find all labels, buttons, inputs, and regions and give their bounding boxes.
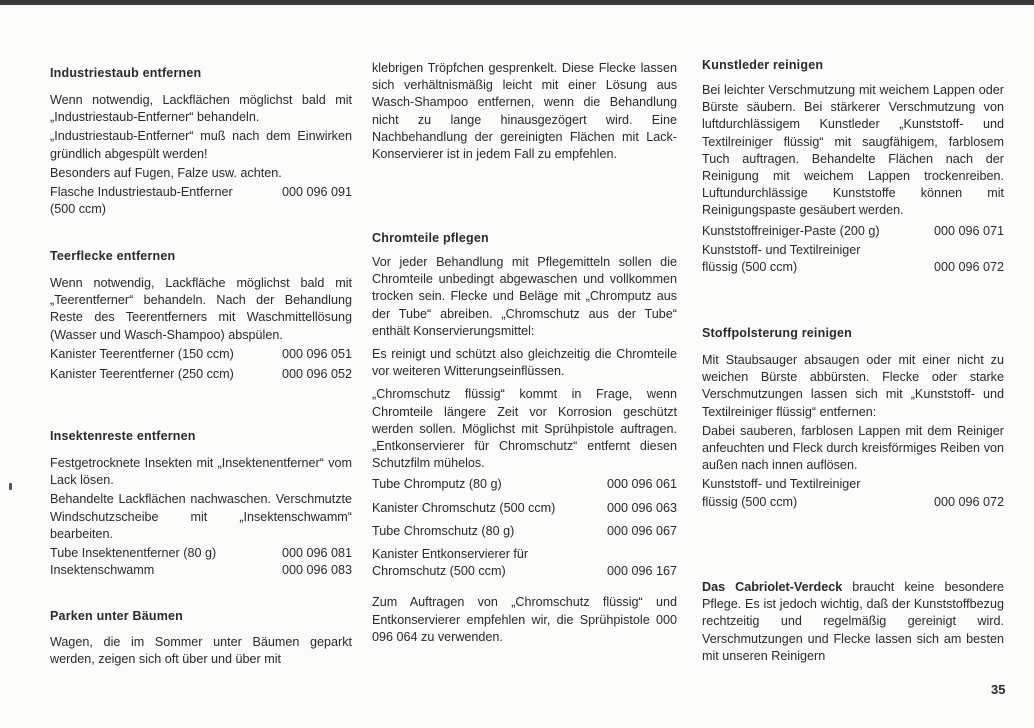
section-industriestaub-body xyxy=(50,92,352,218)
paragraph: Zum Auftragen von „Chromschutz flüssig“ und Entkonservierer empfehlen wir, die Sprühpistole 000 096 064 zu verwenden. xyxy=(372,595,677,644)
product-label: Kunststoffreiniger-Paste (200 g) xyxy=(702,223,880,238)
product-number: 000 096 052 xyxy=(281,367,352,382)
product-row xyxy=(702,476,1004,510)
product-row xyxy=(50,562,352,579)
continued-text xyxy=(372,60,677,165)
product-number: 000 096 071 xyxy=(933,223,1004,238)
product-label: Insektenschwamm xyxy=(50,563,155,578)
section-title: Teerflecke entfernen xyxy=(50,249,176,263)
product-row xyxy=(50,184,352,218)
paragraph: Wenn notwendig, Lackfläche möglichst bald mit „Teerentferner“ behandeln. Nach der Behandlung Reste des Teerentferners mit Waschmittellösung (Wasser und Wasch-Shampoo) abspülen. xyxy=(50,276,352,342)
section-industriestaub xyxy=(50,66,352,80)
product-number: 000 096 051 xyxy=(281,346,352,361)
section-kunstleder xyxy=(702,58,1004,72)
section-title: Industriestaub entfernen xyxy=(50,66,202,80)
page-number: 35 xyxy=(991,682,1006,697)
product-label: Kanister Teerentferner (150 ccm) xyxy=(50,346,234,361)
product-label: Tube Chromputz (80 g) xyxy=(372,477,502,492)
product-label: Kanister Teerentferner (250 ccm) xyxy=(50,367,234,382)
paragraph: „Industriestaub-Entferner“ muß nach dem Einwirken gründlich abgespült werden! xyxy=(50,129,352,161)
section-parken xyxy=(50,609,352,623)
section-title: Parken unter Bäumen xyxy=(50,609,184,623)
top-edge-bar xyxy=(0,0,1034,5)
section-title: Kunstleder reinigen xyxy=(702,58,824,72)
paragraph-text: braucht keine besondere Pflege. Es ist jedoch wichtig, daß der Kunststoffbezug rechtzeitig und regelmäßig gereinigt wird. Verschmutzungen und Flecke lassen sich am besten mit unseren Reinigern xyxy=(702,580,1004,663)
section-stoffpolsterung xyxy=(702,326,1004,340)
product-row xyxy=(50,346,352,363)
paragraph xyxy=(702,579,1004,665)
product-label: Kunststoff- und Textilreiniger flüssig (500 ccm) xyxy=(702,242,861,275)
product-label: Tube Chromschutz (80 g) xyxy=(372,523,515,538)
product-number: 000 096 083 xyxy=(281,563,352,578)
product-label: Kanister Entkonservierer für Chromschutz (500 ccm) xyxy=(372,547,529,579)
section-title: Chromteile pflegen xyxy=(372,231,489,245)
margin-mark xyxy=(9,483,12,490)
product-row xyxy=(372,546,677,580)
product-number: 000 096 063 xyxy=(606,500,677,515)
paragraph: Mit Staubsauger absaugen oder mit einer nicht zu weichen Bürste abbürsten. Flecke oder starke Verschmutzungen lassen sich mit „Kunststoff- und Textilreiniger flüssig“ entfernen: xyxy=(702,353,1004,419)
product-row xyxy=(372,476,677,493)
section-teerflecke xyxy=(50,249,352,263)
section-title: Stoffpolsterung reinigen xyxy=(702,326,852,340)
product-row xyxy=(702,223,1004,240)
product-number: 000 096 167 xyxy=(606,564,677,579)
product-number: 000 096 072 xyxy=(933,494,1004,509)
section-chromteile-body xyxy=(372,254,677,648)
product-number: 000 096 061 xyxy=(606,477,677,492)
bold-lead: Das Cabriolet-Verdeck xyxy=(702,580,843,594)
paragraph: Besonders auf Fugen, Falze usw. achten. xyxy=(50,165,282,180)
product-row xyxy=(702,242,1004,276)
paragraph: Vor jeder Behandlung mit Pflegemitteln sollen die Chromteile unbedingt abgewaschen und vollkommen trocken sein. Flecke und Beläge mit „Chromputz aus der Tube“ abreiben. „Chromschutz aus der Tube“ enthält Konservierungsmittel: xyxy=(372,255,677,338)
product-row xyxy=(372,523,677,540)
section-stoffpolsterung-body xyxy=(702,352,1004,511)
product-row xyxy=(372,500,677,517)
paragraph: Wenn notwendig, Lackflächen möglichst bald mit „Industriestaub-Entferner“ behandeln. xyxy=(50,93,352,125)
paragraph: Es reinigt und schützt also gleichzeitig die Chromteile vor weiteren Witterungseinflüssen. xyxy=(372,347,677,379)
paragraph: Dabei sauberen, farblosen Lappen mit dem Reiniger anfeuchten und Fleck durch kreisförmiges Reiben von außen nach innen auflösen. xyxy=(702,423,1004,473)
product-label: Tube Insektenentferner (80 g) xyxy=(50,546,217,561)
section-cabriolet xyxy=(702,579,1004,667)
product-label: Flasche Industriestaub-Entferner (500 ccm) xyxy=(50,185,233,217)
section-chromteile xyxy=(372,231,677,245)
paragraph: klebrigen Tröpfchen gesprenkelt. Diese Flecke lassen sich verhältnismäßig leicht mit einer Lösung aus Wasch-Shampoo entfernen, wenn die Behandlung nicht zu lange hinausgezögert wird. Eine Nachbehandlung der gereinigten Flächen mit Lack-Konservierer ist in jedem Fall zu empfehlen. xyxy=(372,61,677,162)
section-insektenreste xyxy=(50,429,352,443)
product-label: Kanister Chromschutz (500 ccm) xyxy=(372,500,556,515)
section-title: Insektenreste entfernen xyxy=(50,429,196,443)
paragraph: Behandelte Lackflächen nachwaschen. Verschmutzte Windschutzscheibe mit „Insektenschwamm“ bearbeiten. xyxy=(50,492,352,541)
section-parken-body xyxy=(50,634,352,670)
product-number: 000 096 081 xyxy=(281,546,352,561)
paragraph: Festgetrocknete Insekten mit „Insektenentferner“ vom Lack lösen. xyxy=(50,456,352,488)
product-number: 000 096 067 xyxy=(606,523,677,538)
paragraph: Bei leichter Verschmutzung mit weichem Lappen oder Bürste säubern. Bei stärkerer Verschmutzung von luftdurchlässigem Kunstleder „Kunststoff- und Textilreiniger flüssig“ mit saugfähigem, farblosem Tuch auftragen. Behandelte Flächen nach der Reinigung mit weichem Lappen trockenreiben. Luftundurchlässige Kunststoffe können mit Reinigungspaste gesäubert werden. xyxy=(702,83,1004,218)
section-kunstleder-body xyxy=(702,82,1004,276)
product-number: 000 096 072 xyxy=(933,260,1004,275)
paragraph: Wagen, die im Sommer unter Bäumen geparkt werden, zeigen sich oft über und über mit xyxy=(50,635,352,667)
section-teerflecke-body xyxy=(50,275,352,383)
product-row xyxy=(50,366,352,383)
product-row xyxy=(50,545,352,562)
section-insektenreste-body xyxy=(50,455,352,579)
paragraph: „Chromschutz flüssig“ kommt in Frage, wenn Chromteile längere Zeit vor Korrosion geschützt werden sollen. Möglichst mit Sprühpistole auftragen. „Entkonservierer für Chromschutz“ entfernt diesen Schutzfilm mühelos. xyxy=(372,387,677,471)
product-label: Kunststoff- und Textilreiniger flüssig (500 ccm) xyxy=(702,477,861,509)
product-number: 000 096 091 xyxy=(281,185,352,200)
